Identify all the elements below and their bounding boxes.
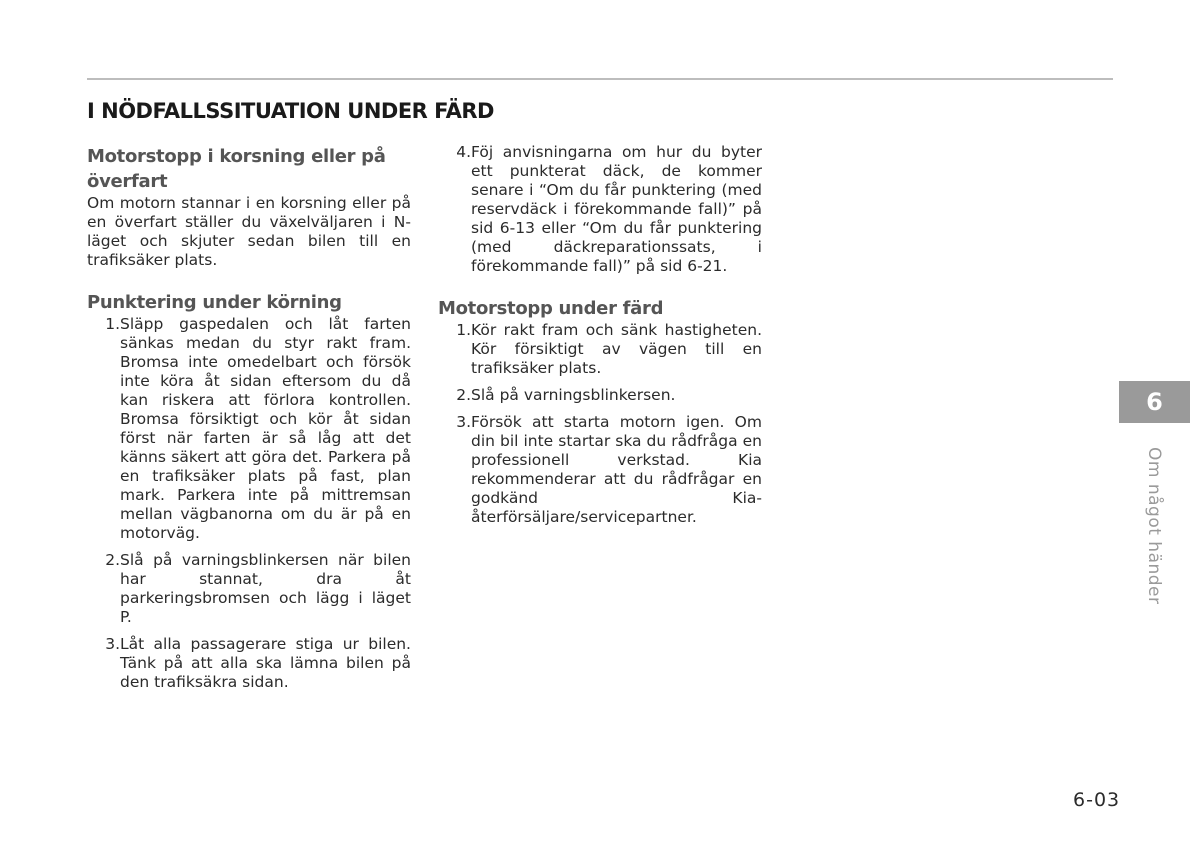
step-text: Föj anvisningarna om hur du byter ett punkterat däck, de kommer senare i “Om du får punktering (med reservdäck i förekommande fall)” på sid 6-13 eller “Om du får punktering (med däckreparationssats, i förekommande fall)” på sid 6-21. [471,143,762,275]
list-item [438,413,762,527]
chapter-title: Om något händer [1144,447,1164,605]
list-item [87,315,411,543]
step-number: 1. [105,315,120,333]
step-number: 1. [456,321,471,339]
step-number: 2. [105,551,120,569]
intersection-stall-body: Om motorn stannar i en korsning eller på en överfart ställer du växelväljaren i N-läget och skjuter sedan bilen till en trafiksäker plats. [87,194,411,269]
list-item [438,143,762,276]
list-item [87,635,411,692]
section-heading-flat-tire: Punktering under körning [87,292,342,313]
step-text: Slå på varningsblinkersen när bilen har stannat, dra åt parkeringsbromsen och lägg i läget P. [120,551,411,626]
engine-stall-steps [438,321,762,527]
step-text: Låt alla passagerare stiga ur bilen. Tänk på att alla ska lämna bilen på den trafiksäkra sidan. [120,635,411,691]
chapter-tab: 6 [1119,381,1190,423]
list-item [438,321,762,378]
step-text: Släpp gaspedalen och låt farten sänkas medan du styr rakt fram. Bromsa inte omedelbart och försök inte köra åt sidan eftersom du då kan riskera att förlora kontrollen. Bromsa försiktigt och kör åt sidan först när farten är så låg att det känns säkert att göra det. Parkera på en trafiksäker plats på fast, plan mark. Parkera inte på mittremsan mellan vägbanorna om du är på en motorväg. [120,315,411,542]
step-number: 3. [456,413,471,431]
step-text: Kör rakt fram och sänk hastigheten. Kör försiktigt av vägen till en trafiksäker plats. [471,321,762,377]
flat-tire-steps [87,315,411,692]
section-heading-intersection-stall: Motorstopp i korsning eller på överfart [87,146,386,192]
left-column [87,144,411,700]
section-heading-engine-stall: Motorstopp under färd [438,298,664,319]
step-number: 4. [456,143,471,161]
list-item [438,386,762,405]
list-item [87,551,411,627]
top-divider [87,78,1113,80]
step-number: 2. [456,386,471,404]
middle-column [438,143,762,535]
step-number: 3. [105,635,120,653]
step-text: Försök att starta motorn igen. Om din bil inte startar ska du rådfråga en professionell verkstad. Kia rekommenderar att du rådfrågar en godkänd Kia-återförsäljare/servicepartner. [471,413,762,526]
page-number: 6-03 [1073,789,1121,811]
continued-steps [438,143,762,276]
step-text: Slå på varningsblinkersen. [471,386,676,404]
page-title: I NÖDFALLSSITUATION UNDER FÄRD [87,99,494,123]
